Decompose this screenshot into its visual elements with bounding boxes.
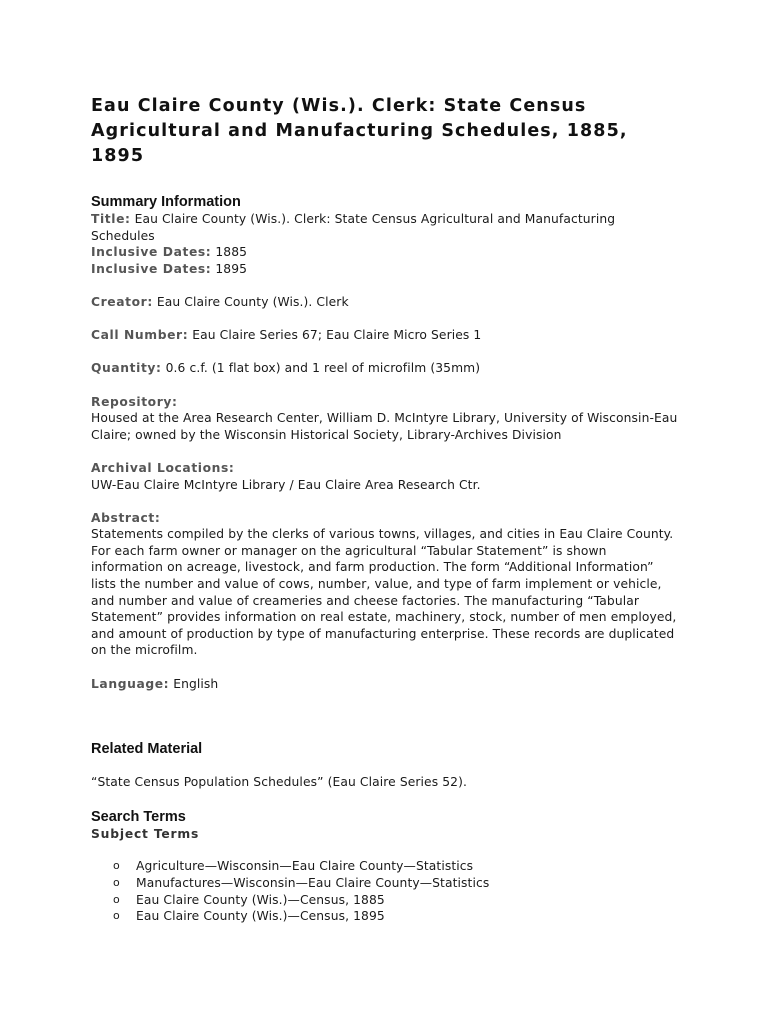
title-label: Title: <box>91 212 131 226</box>
archival-locations-value: UW-Eau Claire McIntyre Library / Eau Claire Area Research Ctr. <box>91 477 481 492</box>
call-number-field <box>91 327 681 344</box>
title-field <box>91 211 681 244</box>
related-material-heading: Related Material <box>91 741 203 758</box>
subject-terms-list <box>91 858 681 924</box>
quantity-value: 0.6 c.f. (1 flat box) and 1 reel of microfilm (35mm) <box>165 361 481 376</box>
inclusive-dates-field-2 <box>91 261 681 278</box>
call-number-value: Eau Claire Series 67; Eau Claire Micro Series 1 <box>192 328 482 343</box>
inclusive-dates-label: Inclusive Dates: <box>91 245 212 260</box>
subject-term: Eau Claire County (Wis.)—Census, 1885 <box>136 892 385 907</box>
subject-terms-label: Subject Terms <box>91 826 200 841</box>
title-line-2: Agricultural and Manufacturing Schedules, 1885, 1895 <box>91 121 628 166</box>
list-item <box>91 908 681 925</box>
title-line-1: Eau Claire County (Wis.). Clerk: State Census <box>91 96 587 116</box>
language-label: Language: <box>91 676 170 691</box>
quantity-field <box>91 360 681 377</box>
inclusive-dates-field-1 <box>91 244 681 261</box>
language-value: English <box>173 676 219 691</box>
list-item <box>91 875 681 892</box>
inclusive-dates-label: Inclusive Dates: <box>91 261 212 276</box>
title-value: Eau Claire County (Wis.). Clerk: State Census Agricultural and Manufacturing Schedules <box>91 212 616 243</box>
search-terms-heading: Search Terms <box>91 808 186 825</box>
document-page <box>91 94 681 925</box>
language-field <box>91 676 681 693</box>
archival-locations-label: Archival Locations: <box>91 460 235 475</box>
call-number-label: Call Number: <box>91 328 189 343</box>
creator-field <box>91 294 681 311</box>
inclusive-dates-value: 1895 <box>215 261 248 276</box>
abstract-label-line <box>91 510 681 527</box>
creator-label: Creator: <box>91 294 153 309</box>
repository-value: Housed at the Area Research Center, William D. McIntyre Library, University of Wisconsin-Eau Claire; owned by the Wisconsin Historical Society, Library-Archives Division <box>91 411 678 442</box>
bullet-icon: o <box>113 859 120 873</box>
abstract-label: Abstract: <box>91 510 161 525</box>
subject-term: Eau Claire County (Wis.)—Census, 1895 <box>136 909 385 924</box>
bullet-icon: o <box>113 876 120 889</box>
quantity-label: Quantity: <box>91 361 162 376</box>
subject-term: Manufactures—Wisconsin—Eau Claire County—Statistics <box>136 876 490 890</box>
creator-value: Eau Claire County (Wis.). Clerk <box>156 294 349 309</box>
inclusive-dates-value: 1885 <box>215 245 248 260</box>
bullet-icon: o <box>113 909 120 923</box>
repository-label: Repository: <box>91 394 178 409</box>
bullet-icon: o <box>113 892 120 906</box>
subject-term: Agriculture—Wisconsin—Eau Claire County—Statistics <box>136 859 474 874</box>
archival-locations-label-line <box>91 460 681 477</box>
list-item <box>91 858 681 875</box>
list-item <box>91 892 681 909</box>
repository-label-line <box>91 394 681 411</box>
related-material-text: “State Census Population Schedules” (Eau Claire Series 52). <box>91 775 467 790</box>
document-title <box>91 94 681 169</box>
summary-heading: Summary Information <box>91 194 241 210</box>
abstract-value: Statements compiled by the clerks of various towns, villages, and cities in Eau Claire County. For each farm owner or manager on the agricultural “Tabular Statement” is shown information on acreage, livestock, and farm production. The form “Additional Information” lists the number and value of cows, number, value, and type of farm implement or vehicle, and number and value of creameries and cheese factories. The manufacturing “Tabular Statement” provides information on real estate, machinery, stock, number of men employed, and amount of production by type of manufacturing enterprise. These records are duplicated on the microfilm. <box>91 527 677 658</box>
